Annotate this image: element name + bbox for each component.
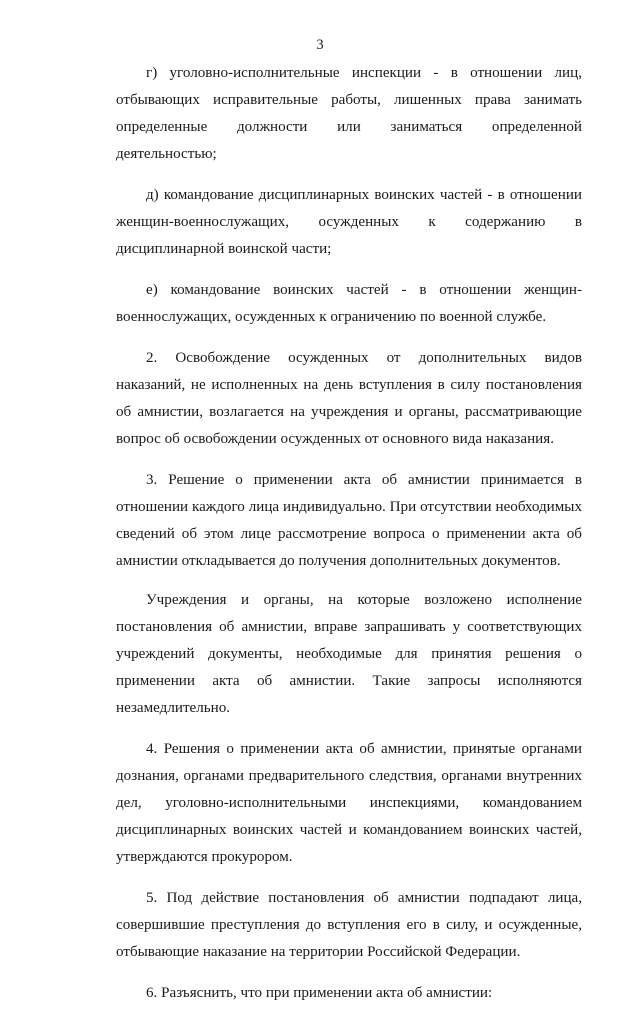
paragraph-4-prosecutor-approval: 4. Решения о применении акта об амнистии, принятые органами дознания, органами предварительного следствия, органами внутренних дел, уголовно-исполнительными инспекциями, командованием дисциплинарных воинских частей и командованием воинских частей, утверждаются прокурором.	[116, 741, 582, 865]
paragraph-2-additional-penalties: 2. Освобождение осужденных от дополнительных видов наказаний, не исполненных на день вступления в силу постановления об амнистии, возлагается на учреждения и органы, рассматривающие вопрос об освобождении осужденных от основного вида наказания.	[116, 350, 582, 447]
paragraph-6-clarification: 6. Разъяснить, что при применении акта об амнистии:	[146, 985, 493, 1001]
page-number: 3	[316, 37, 324, 53]
paragraph-3-document-requests: Учреждения и органы, на которые возложено исполнение постановления об амнистии, вправе запрашивать у соответствующих учреждений документы, необходимые для принятия решения о применении акта об амнистии. Такие запросы исполняются незамедлительно.	[116, 592, 582, 716]
document-body	[116, 60, 582, 1021]
paragraph-e-military-command: е) командование воинских частей - в отношении женщин-военнослужащих, осужденных к ограничению по военной службе.	[116, 282, 582, 325]
paragraph-g-penal-inspections: г) уголовно-исполнительные инспекции - в отношении лиц, отбывающих исправительные работы, лишенных права занимать определенные должности или заниматься определенной деятельностью;	[116, 65, 582, 162]
paragraph-d-disciplinary-command: д) командование дисциплинарных воинских частей - в отношении женщин-военнослужащих, осужденных к содержанию в дисциплинарной воинской части;	[116, 187, 582, 257]
paragraph-3-individual-decision: 3. Решение о применении акта об амнистии принимается в отношении каждого лица индивидуально. При отсутствии необходимых сведений об этом лице рассмотрение вопроса о применении акта об амнистии откладывается до получения дополнительных документов.	[116, 472, 582, 569]
paragraph-5-scope: 5. Под действие постановления об амнистии подпадают лица, совершившие преступления до вступления его в силу, и осужденные, отбывающие наказание на территории Российской Федерации.	[116, 890, 582, 960]
